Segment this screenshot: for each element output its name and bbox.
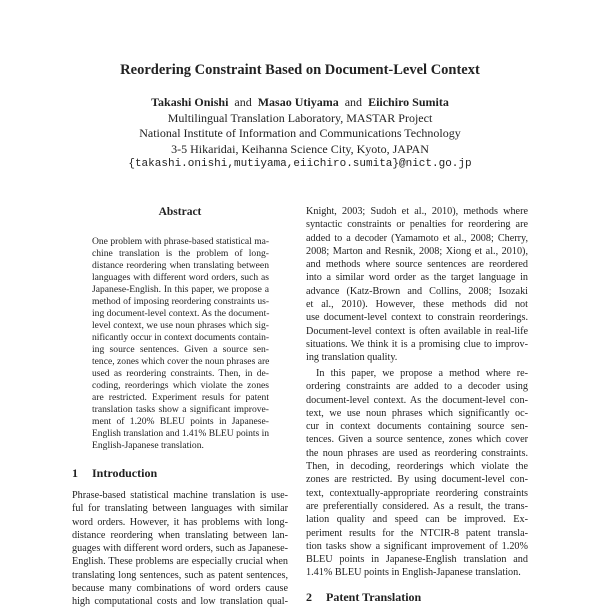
text-line: situations. We think it is a promising clue to improv- bbox=[306, 338, 528, 350]
affiliation-line: 3-5 Hikaridai, Keihanna Science City, Kyoto, JAPAN bbox=[171, 141, 429, 156]
section-number: 2 bbox=[306, 590, 312, 604]
text-line: into a similar word order as the target language in bbox=[306, 272, 528, 284]
affiliation-line: National Institute of Information and Communications Technology bbox=[139, 126, 461, 141]
text-line: use document-level context to constrain reorderings. bbox=[306, 312, 528, 324]
text-line: languages with different word orders, such as bbox=[92, 272, 269, 283]
affiliation-line: Multilingual Translation Laboratory, MASTAR Project bbox=[167, 110, 433, 125]
text-line: ordering constraints are added to a decoder using bbox=[306, 381, 528, 393]
author-block bbox=[0, 95, 600, 173]
text-line: zones are restricted. By using document-level con- bbox=[306, 474, 528, 486]
text-line: Document-level context is often available in real-life bbox=[306, 325, 528, 337]
text-line: Phrase-based statistical machine translation is use- bbox=[72, 490, 288, 501]
abstract-heading: Abstract bbox=[158, 206, 202, 218]
author-separator: and bbox=[344, 95, 363, 109]
author-name: Masao Utiyama bbox=[257, 95, 339, 109]
text-line: tences. Given a source sentence, zones which cover bbox=[306, 434, 528, 446]
text-line: translation tasks show a significant improve- bbox=[92, 404, 269, 415]
right-column-paragraph-1 bbox=[306, 205, 528, 365]
text-line: distance reordering when translating between lan- bbox=[72, 529, 288, 541]
text-line: and methods where source sentences are reordered bbox=[306, 259, 528, 271]
text-line: used as reordering constraints. Then, in de- bbox=[92, 368, 269, 379]
text-line: lation quality and speed can be improved. Ex- bbox=[306, 514, 528, 526]
section-heading-patent-translation bbox=[306, 590, 421, 604]
text-line: chine translation is the problem of long- bbox=[92, 248, 269, 259]
text-line: are preferentially considered. As a result, the trans- bbox=[306, 500, 528, 512]
text-line: 2008; Marton and Resnik, 2008; Xiong et al., 2010), bbox=[306, 245, 528, 257]
text-line: advance (Katz-Brown and Collins, 2008; Isozaki bbox=[306, 285, 528, 297]
text-line: high computational costs and low translation qual- bbox=[72, 596, 288, 608]
text-line: BLEU points in Japanese-English translation and bbox=[306, 554, 528, 566]
text-line: tence, zones which cover the noun phrases are bbox=[92, 356, 270, 367]
text-line: ment of 1.20% BLEU points in Japanese- bbox=[92, 416, 269, 427]
text-line: guages with different word orders, such as Japanese- bbox=[72, 543, 288, 555]
author-names bbox=[0, 95, 600, 111]
paper-title: Reordering Constraint Based on Document-Level Context bbox=[120, 62, 480, 78]
text-line: Knight, 2003; Sudoh et al., 2010), methods where bbox=[306, 206, 528, 217]
text-line: distance reordering when translating between bbox=[92, 260, 269, 271]
section-title: Introduction bbox=[92, 466, 158, 480]
text-line: In this paper, we propose a method where re- bbox=[316, 368, 528, 379]
right-column-paragraph-2 bbox=[306, 367, 528, 580]
author-email: {takashi.onishi,mutiyama,eiichiro.sumita}@nict.go.jp bbox=[128, 158, 472, 171]
section-title: Patent Translation bbox=[326, 590, 422, 604]
introduction-body bbox=[72, 489, 288, 609]
text-line: ing translation quality. bbox=[306, 352, 398, 364]
text-line: ing document-level context. As the document- bbox=[92, 308, 270, 319]
section-heading-introduction bbox=[72, 466, 157, 480]
text-line: ing source sentences. Given a source sen- bbox=[92, 344, 269, 355]
text-line: method of imposing reordering constraints us- bbox=[92, 296, 269, 307]
text-line: English. These problems are especially crucial when bbox=[72, 556, 288, 568]
text-line: text, contextually-appropriate reordering constraints bbox=[306, 487, 528, 499]
text-line: English translation and 1.41% BLEU points in bbox=[92, 428, 269, 439]
text-line: translating long sentences, such as patent sentences, bbox=[72, 569, 288, 581]
text-line: 1.41% BLEU points in English-Japanese translation. bbox=[306, 567, 521, 579]
author-name: Eiichiro Sumita bbox=[368, 95, 449, 109]
text-line: text, we use noun phrases which significantly oc- bbox=[306, 407, 528, 419]
text-line: English-Japanese translation. bbox=[92, 440, 204, 451]
text-line: syntactic constraints or penalties for reordering are bbox=[306, 219, 528, 231]
text-line: level context, we use noun phrases which sig- bbox=[92, 320, 269, 331]
text-line: Japanese-English. In this paper, we propose a bbox=[92, 284, 269, 295]
text-line: periment results for the NTCIR-8 patent transla- bbox=[306, 527, 528, 539]
text-line: et al., 2010). However, these methods did not bbox=[306, 299, 528, 311]
text-line: are restricted. Experiment resuls for patent bbox=[92, 392, 269, 403]
author-name: Takashi Onishi bbox=[151, 95, 229, 109]
section-number: 1 bbox=[72, 466, 78, 480]
text-line: nificantly occur in context documents contain- bbox=[92, 332, 269, 343]
text-line: tion tasks show a significant improvement of 1.20% bbox=[306, 540, 528, 552]
text-line: coding, reorderings which violate the zones bbox=[92, 380, 269, 391]
text-line: word orders. However, it has problems with long- bbox=[72, 516, 288, 528]
text-line: added to a decoder (Yamamoto et al., 2008; Cherry, bbox=[306, 232, 528, 244]
text-line: the noun phrases are used as reordering constraints. bbox=[306, 447, 528, 459]
text-line: document-level context. As the document-level con- bbox=[306, 394, 528, 406]
abstract-body bbox=[92, 236, 269, 452]
text-line: Then, in decoding, reorderings which violate the bbox=[306, 461, 528, 473]
author-separator: and bbox=[234, 95, 252, 109]
text-line: One problem with phrase-based statistical ma- bbox=[92, 236, 269, 247]
text-line: cur in context documents containing source sen- bbox=[306, 421, 528, 433]
text-line: because many combinations of word orders cause bbox=[72, 583, 288, 595]
text-line: ful for translating between languages with similar bbox=[72, 503, 288, 515]
